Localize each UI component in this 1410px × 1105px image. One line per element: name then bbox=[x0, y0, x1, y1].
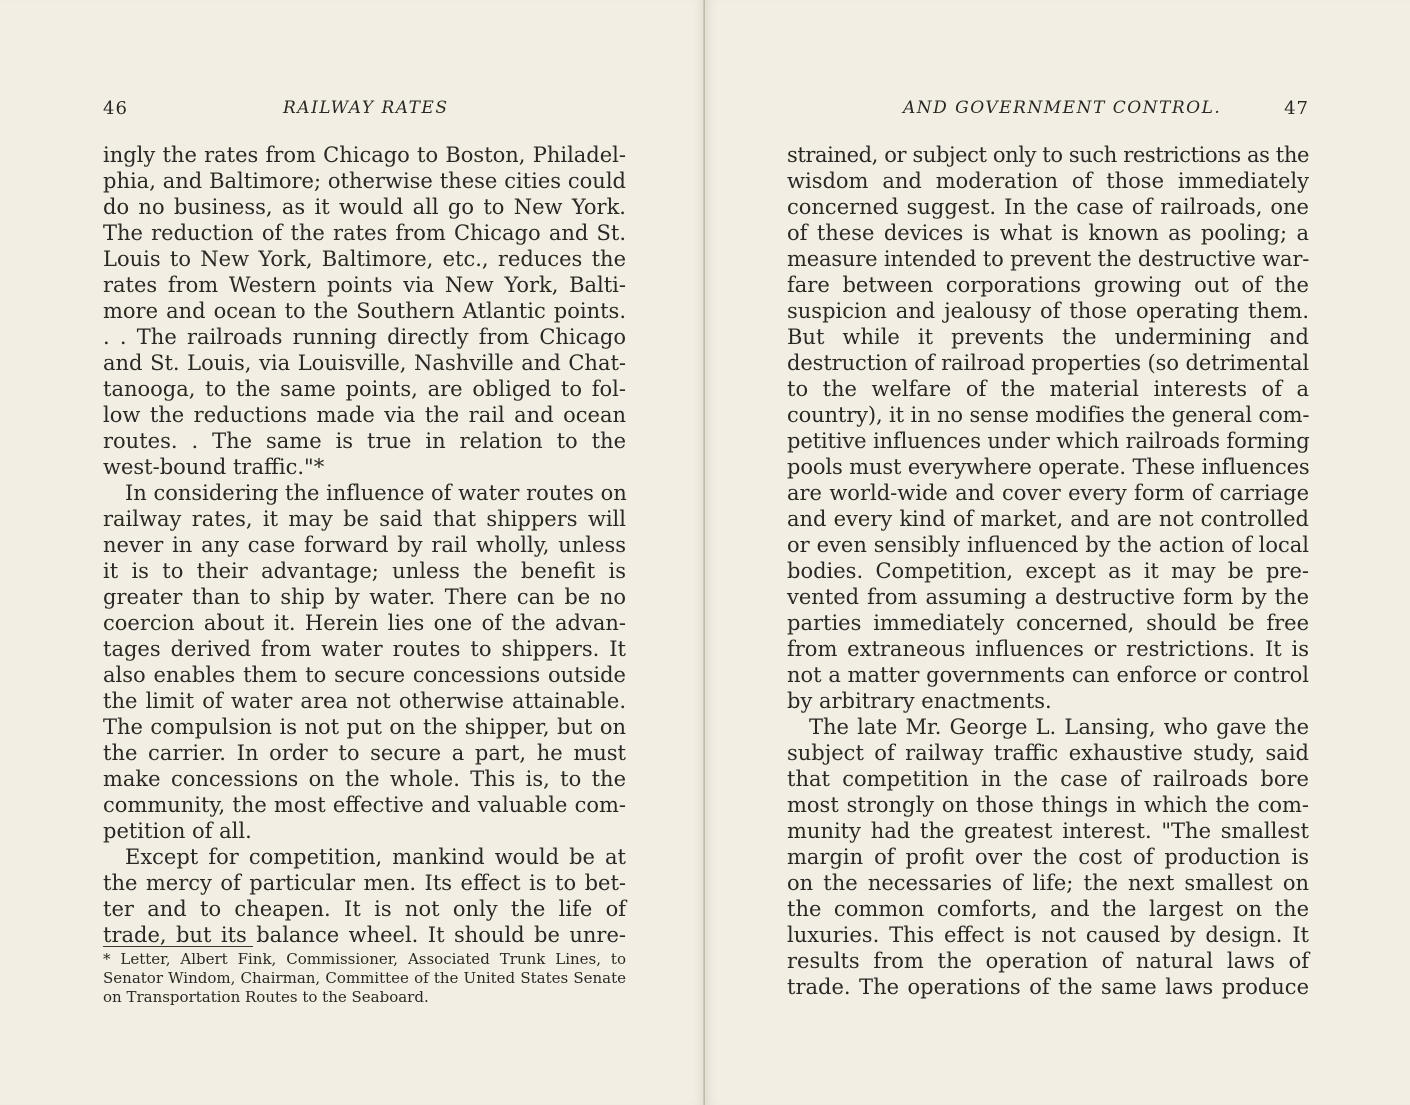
text-line: never in any case forward by rail wholly, unless bbox=[103, 533, 626, 557]
footnote-rule bbox=[103, 946, 253, 947]
text-line: community, the most effective and valuable com- bbox=[103, 793, 626, 817]
text-line: the common comforts, and the largest on the bbox=[787, 897, 1309, 921]
text-line: coercion about it. Herein lies one of the advan- bbox=[103, 611, 626, 635]
text-line: by arbitrary enactments. bbox=[787, 689, 1052, 713]
text-line: strained, or subject only to such restrictions as the bbox=[787, 143, 1309, 167]
text-line: also enables them to secure concessions outside bbox=[103, 663, 626, 687]
text-line: subject of railway traffic exhaustive study, said bbox=[787, 741, 1309, 765]
text-line: west-bound traffic."* bbox=[103, 455, 325, 479]
text-line: low the reductions made via the rail and ocean bbox=[103, 403, 626, 427]
left-page-header bbox=[103, 98, 626, 124]
text-line: country), it in no sense modifies the general com- bbox=[787, 403, 1310, 427]
text-line: or even sensibly influenced by the action of local bbox=[787, 533, 1309, 557]
left-page-number: 46 bbox=[103, 98, 128, 119]
text-line: In considering the influence of water routes on bbox=[125, 481, 627, 505]
text-line: vented from assuming a destructive form by the bbox=[787, 585, 1309, 609]
text-line: and St. Louis, via Louisville, Nashville and Chat- bbox=[103, 351, 626, 375]
left-page-body bbox=[103, 142, 626, 948]
text-line: measure intended to prevent the destructive war- bbox=[787, 247, 1310, 271]
text-line: wisdom and moderation of those immediately bbox=[787, 169, 1309, 193]
text-line: munity had the greatest interest. "The smallest bbox=[787, 819, 1309, 843]
text-line: fare between corporations growing out of the bbox=[787, 273, 1309, 297]
footnote: * Letter, Albert Fink, Commissioner, Associated Trunk Lines, to Senator Windom, Chairman, Committee of the United States Senate on Transportation Routes to the Seaboard. bbox=[103, 950, 626, 1006]
text-line: trade. The operations of the same laws produce bbox=[787, 975, 1309, 999]
text-line: from extraneous influences or restrictions. It is bbox=[787, 637, 1309, 661]
text-line: suspicion and jealousy of those operating them. bbox=[787, 299, 1309, 323]
text-line: ter and to cheapen. It is not only the life of bbox=[103, 897, 626, 921]
text-line: results from the operation of natural laws of bbox=[787, 949, 1309, 973]
text-line: trade, but its balance wheel. It should be unre- bbox=[103, 923, 626, 947]
text-line: pools must everywhere operate. These influences bbox=[787, 455, 1310, 479]
left-running-head: RAILWAY RATES bbox=[283, 98, 449, 118]
text-line: margin of profit over the cost of production is bbox=[787, 845, 1309, 869]
right-running-head: AND GOVERNMENT CONTROL. bbox=[903, 98, 1222, 118]
text-line: phia, and Baltimore; otherwise these cities could bbox=[103, 169, 626, 193]
text-line: luxuries. This effect is not caused by design. It bbox=[787, 923, 1309, 947]
text-line: petitive influences under which railroads forming bbox=[787, 429, 1310, 453]
text-line: . . The railroads running directly from Chicago bbox=[103, 325, 626, 349]
text-line: tanooga, to the same points, are obliged to fol- bbox=[103, 377, 626, 401]
right-page-number: 47 bbox=[1284, 98, 1309, 119]
text-line: Except for competition, mankind would be at bbox=[125, 845, 626, 869]
text-line: it is to their advantage; unless the benefit is bbox=[103, 559, 626, 583]
text-line: tages derived from water routes to shippers. It bbox=[103, 637, 626, 661]
right-page-body bbox=[787, 142, 1309, 1000]
text-line: of these devices is what is known as pooling; a bbox=[787, 221, 1309, 245]
text-line: and every kind of market, and are not controlled bbox=[787, 507, 1309, 531]
text-line: ingly the rates from Chicago to Boston, Philadel- bbox=[103, 143, 626, 167]
text-line: not a matter governments can enforce or control bbox=[787, 663, 1309, 687]
text-line: the carrier. In order to secure a part, he must bbox=[103, 741, 626, 765]
text-line: petition of all. bbox=[103, 819, 252, 843]
text-line: parties immediately concerned, should be free bbox=[787, 611, 1309, 635]
text-line: The reduction of the rates from Chicago and St. bbox=[103, 221, 626, 245]
text-line: greater than to ship by water. There can be no bbox=[103, 585, 626, 609]
text-line: to the welfare of the material interests of a bbox=[787, 377, 1309, 401]
text-line: The compulsion is not put on the shipper, but on bbox=[103, 715, 626, 739]
text-line: But while it prevents the undermining and bbox=[787, 325, 1309, 349]
text-line: railway rates, it may be said that shippers will bbox=[103, 507, 626, 531]
text-line: more and ocean to the Southern Atlantic points. bbox=[103, 299, 626, 323]
text-line: routes. . The same is true in relation to the bbox=[103, 429, 626, 453]
right-page-header bbox=[787, 98, 1309, 124]
text-line: do no business, as it would all go to New York. bbox=[103, 195, 626, 219]
text-line: most strongly on those things in which the com- bbox=[787, 793, 1309, 817]
text-line: bodies. Competition, except as it may be pre- bbox=[787, 559, 1309, 583]
text-line: destruction of railroad properties (so detrimental bbox=[787, 351, 1309, 375]
text-line: concerned suggest. In the case of railroads, one bbox=[787, 195, 1309, 219]
text-line: the mercy of particular men. Its effect is to bet- bbox=[103, 871, 626, 895]
text-line: make concessions on the whole. This is, to the bbox=[103, 767, 626, 791]
text-line: the limit of water area not otherwise attainable. bbox=[103, 689, 626, 713]
text-line: are world-wide and cover every form of carriage bbox=[787, 481, 1309, 505]
text-line: on the necessaries of life; the next smallest on bbox=[787, 871, 1309, 895]
text-line: that competition in the case of railroads bore bbox=[787, 767, 1309, 791]
text-line: The late Mr. George L. Lansing, who gave the bbox=[809, 715, 1309, 739]
text-line: rates from Western points via New York, Balti- bbox=[103, 273, 626, 297]
text-line: Louis to New York, Baltimore, etc., reduces the bbox=[103, 247, 626, 271]
